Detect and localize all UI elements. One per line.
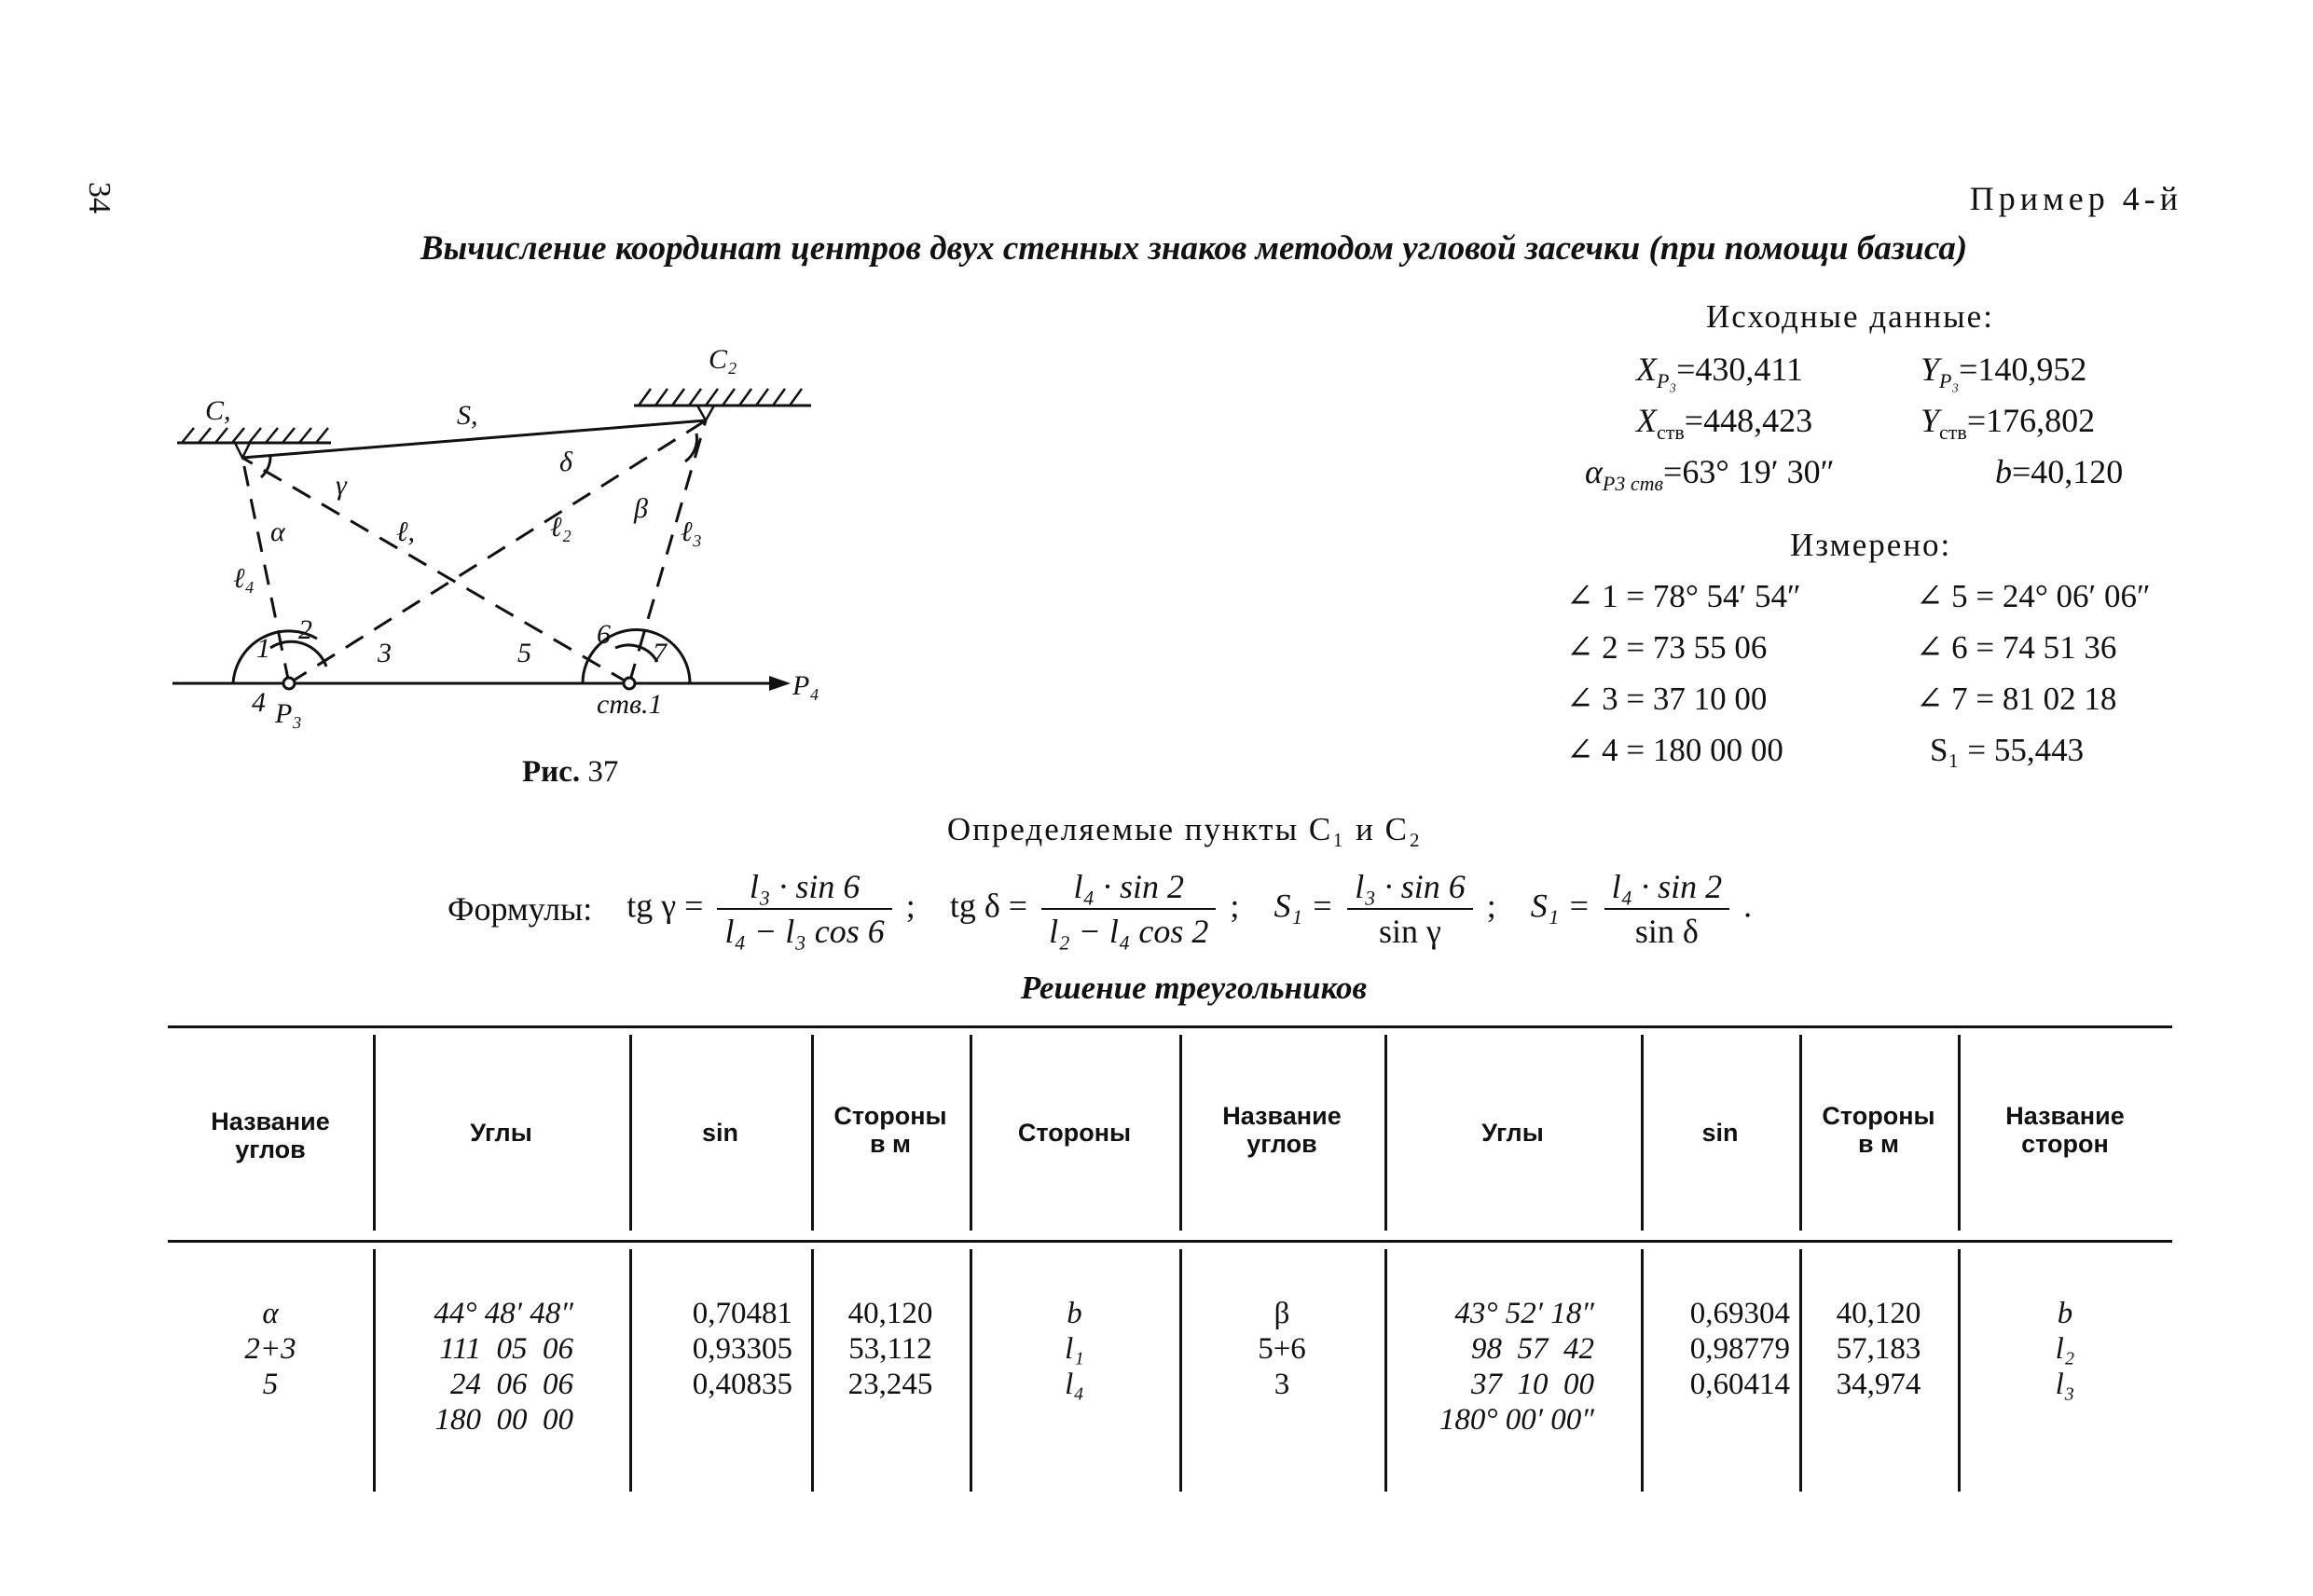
solution-title: Решение треугольников xyxy=(1020,970,1368,1006)
caption-prefix: Рис. xyxy=(522,755,581,789)
label-c1: C, xyxy=(205,395,231,426)
given-heading: Исходные данные: xyxy=(1706,298,1994,335)
angle-7: 7 xyxy=(653,638,667,668)
caption-number: 37 xyxy=(587,755,619,789)
header-angles-2: Углы xyxy=(1481,1119,1544,1147)
label-gamma: γ xyxy=(336,470,347,501)
label-l1: ℓ, xyxy=(396,516,415,547)
figure-37 xyxy=(168,331,839,741)
angle-1: 1 xyxy=(256,633,270,664)
header-sides-m: Стороны в м xyxy=(833,1102,947,1158)
cell-sin: 0,70481 0,93305 0,40835 xyxy=(692,1297,792,1401)
formulas-label: Формулы: xyxy=(447,890,593,928)
table-header-rule xyxy=(168,1240,2172,1243)
header-side-names: Название сторон xyxy=(2005,1102,2125,1158)
formula-s1-delta: S₁ = $\frac{\text{l₄ · sin 2}}{\text{sin δ}}$ . xyxy=(1530,868,1753,950)
solution-table xyxy=(168,1025,2172,1492)
cell-sin-2: 0,69304 0,98779 0,60414 xyxy=(1689,1297,1790,1401)
given-y-stv: $Y_{ств}=176,802$ xyxy=(1921,402,2096,445)
label-stv: ств.1 xyxy=(597,689,663,720)
given-alpha: $\alpha_{P3 ств}=63^\circ$ 19′ 30″ xyxy=(1585,453,1835,496)
label-c2: C₂ xyxy=(709,344,737,375)
angle-5: 5 xyxy=(517,638,531,668)
label-s1: S, xyxy=(457,400,478,431)
cell-angles: 44° 48′ 48″ 111 05 06 24 06 06 180 00 00 xyxy=(434,1297,573,1437)
label-l3: ℓ₃ xyxy=(681,516,702,547)
angle-3: 3 xyxy=(378,638,392,668)
label-l4: ℓ₄ xyxy=(233,563,255,594)
page-title xyxy=(0,228,2313,268)
cell-angles-2: 43° 52′ 18″ 98 57 42 37 10 00 180° 00′ 00″ xyxy=(1439,1297,1594,1437)
triangulation-diagram xyxy=(168,331,839,741)
angle-2: 2 xyxy=(298,614,312,645)
label-delta: δ xyxy=(559,447,572,477)
example-label: Пример 4-й xyxy=(1969,180,2182,217)
formula-tg-gamma: tg γ = $\frac{\text{l₃ · sin 6}}{\text{l₄ − l₃ cos 6}}$ ; xyxy=(626,868,916,950)
given-y-p3: $Y_{P_3}=140,952$ xyxy=(1921,351,2087,393)
title-part2: (при помощи базиса) xyxy=(1648,229,1968,268)
header-sides-m-2: Стороны в м xyxy=(1822,1102,1935,1158)
measured-angle-2: ∠ 2 = 73 55 06 xyxy=(1566,629,1768,666)
header-sides: Стороны xyxy=(1017,1119,1132,1147)
measured-angle-4: ∠ 4 = 180 00 00 xyxy=(1566,732,1783,768)
label-p3: P₃ xyxy=(275,698,302,729)
formula-tg-delta: tg δ = $\frac{\text{l₄ · sin 2}}{\text{l₂ − l₄ cos 2}}$ ; xyxy=(949,868,1240,950)
measured-angle-5: ∠ 5 = 24° 06′ 06″ xyxy=(1916,578,2151,614)
label-l2: ℓ₂ xyxy=(550,512,571,543)
label-beta: β xyxy=(634,493,648,524)
measured-angle-7: ∠ 7 = 81 02 18 xyxy=(1916,681,2117,717)
table-top-rule xyxy=(168,1025,2172,1028)
label-alpha: α xyxy=(270,516,285,547)
measured-s1: S₁ = 55,443 xyxy=(1930,732,2085,768)
measured-angle-3: ∠ 3 = 37 10 00 xyxy=(1566,681,1768,717)
given-x-p3: $X_{P_3}=430,411$ xyxy=(1636,351,1804,393)
determined-points: Определяемые пункты C₁ и C₂ xyxy=(946,811,1423,847)
cell-side-names: b l₂ l₃ xyxy=(2055,1297,2075,1401)
angle-6: 6 xyxy=(597,619,611,650)
header-angles: Углы xyxy=(470,1119,532,1147)
given-b: b=40,120 xyxy=(1995,453,2124,490)
measured-angle-1: ∠ 1 = 78° 54′ 54″ xyxy=(1566,578,1801,614)
measured-heading: Измерено: xyxy=(1790,527,1952,563)
cell-sides-m-2: 40,120 57,183 34,974 xyxy=(1836,1297,1921,1401)
angle-4: 4 xyxy=(252,687,266,718)
given-x-stv: $X_{ств}=448,423$ xyxy=(1636,402,1813,445)
title-part1: Вычисление координат центров двух стенных знаков методом угловой засечки xyxy=(420,229,1641,268)
cell-sides-m: 40,120 53,112 23,245 xyxy=(847,1297,933,1401)
measured-angle-6: ∠ 6 = 74 51 36 xyxy=(1916,629,2117,666)
header-angle-names: Название углов xyxy=(211,1108,330,1163)
cell-angle-names-2: β 5+6 3 xyxy=(1258,1297,1306,1401)
cell-sides: b l₁ l₄ xyxy=(1065,1297,1084,1401)
formula-s1-gamma: S₁ = $\frac{\text{l₃ · sin 6}}{\text{sin γ}}$ ; xyxy=(1274,868,1496,950)
page-number: 34 xyxy=(82,182,117,213)
header-sin-2: sin xyxy=(1701,1119,1739,1147)
header-sin: sin xyxy=(701,1119,738,1147)
cell-angle-names: α 2+3 5 xyxy=(244,1297,296,1401)
label-p4: P₄ xyxy=(792,670,819,701)
figure-caption xyxy=(522,755,618,790)
formulas xyxy=(447,867,2032,951)
header-angle-names-2: Название углов xyxy=(1222,1102,1342,1158)
